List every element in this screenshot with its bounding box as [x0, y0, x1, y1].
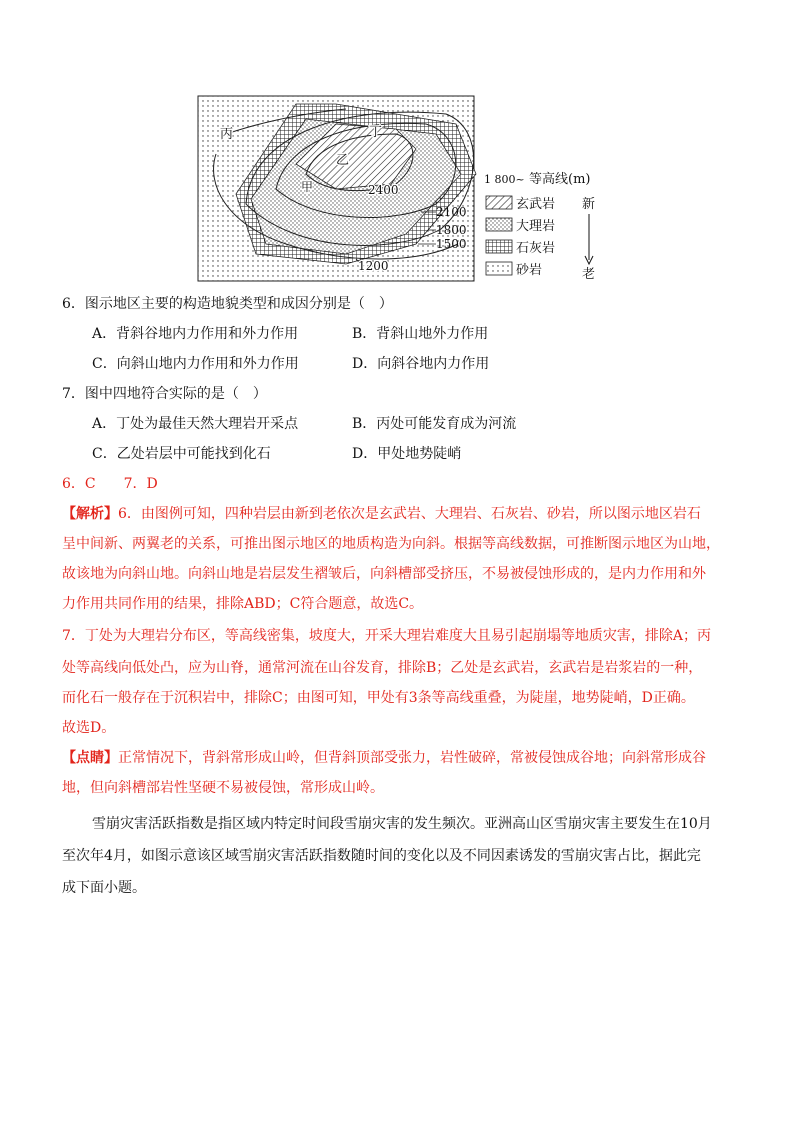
analysis-line-5: 7．丁处为大理岩分布区，等高线密集，坡度大，开采大理岩难度大且易引起崩塌等地质灾害，排除A；丙 [62, 628, 712, 644]
answer-line [62, 474, 158, 494]
question-6-option-b: B．背斜山地外力作用 [352, 326, 489, 342]
legend-contour-sample: 1 800~ [484, 173, 525, 186]
label-jia: 甲 [301, 180, 314, 194]
question-7-option-c: C．乙处岩层中可能找到化石 [92, 446, 271, 462]
contour-2100: 2100 [436, 205, 467, 219]
legend-basalt-label: 玄武岩 [516, 197, 556, 212]
comment-line-1: 【点睛】正常情况下，背斜常形成山岭，但背斜顶部受张力，岩性破碎，常被侵蚀成谷地；向斜常形成谷 [62, 750, 706, 766]
analysis-line-8: 故选D。 [62, 720, 116, 736]
label-yi: 乙 [336, 153, 350, 168]
contour-1500: 1500 [436, 237, 467, 251]
answer-7: 7．D [123, 476, 158, 492]
legend-limestone-label: 石灰岩 [516, 241, 556, 256]
analysis-tag: 【解析】 [62, 506, 118, 522]
question-6-stem: 6．图示地区主要的构造地貌类型和成因分别是（ ） [62, 296, 393, 312]
legend-basalt-swatch [486, 196, 512, 209]
question-7-option-b: B．丙处可能发育成为河流 [352, 416, 517, 432]
label-bing: 丙 [220, 127, 234, 142]
analysis-line-1: 【解析】6．由图例可知，四种岩层由新到老依次是玄武岩、大理岩、石灰岩、砂岩，所以图示地区岩石 [62, 506, 701, 522]
contour-2400: 2400 [368, 183, 399, 197]
question-7-option-a: A．丁处为最佳天然大理岩开采点 [92, 416, 299, 432]
question-6-option-c: C．向斜山地内力作用和外力作用 [92, 356, 299, 372]
contour-1800: 1800 [436, 223, 467, 237]
legend-limestone-swatch [486, 240, 512, 253]
geologic-map-figure [196, 94, 606, 284]
analysis-line-2: 呈中间新、两翼老的关系，可推出图示地区的地质构造为向斜。根据等高线数据，可推断图示地区为山地， [62, 536, 720, 552]
label-ding: 丁 [369, 125, 383, 140]
comment-line-2: 地，但向斜槽部岩性坚硬不易被侵蚀，常形成山岭。 [62, 780, 384, 796]
intro-line-1: 雪崩灾害活跃指数是指区域内特定时间段雪崩灾害的发生频次。亚洲高山区雪崩灾害主要发生在10月 [92, 816, 712, 832]
legend-contour-label: 等高线(m) [529, 172, 591, 187]
question-6-option-d: D．向斜谷地内力作用 [352, 356, 490, 372]
legend-old-label: 老 [582, 267, 596, 282]
legend-marble-label: 大理岩 [516, 219, 556, 234]
intro-line-2: 至次年4月，如图示意该区域雪崩灾害活跃指数随时间的变化以及不同因素诱发的雪崩灾害占比，据此完 [62, 848, 701, 864]
analysis-line-6: 处等高线向低处凸，应为山脊，通常河流在山谷发育，排除B；乙处是玄武岩，玄武岩是岩浆岩的一种， [62, 660, 703, 676]
legend-sandstone-swatch [486, 262, 512, 275]
analysis-line-3: 故该地为向斜山地。向斜山地是岩层发生褶皱后，向斜槽部受挤压，不易被侵蚀形成的，是内力作用和外 [62, 566, 706, 582]
legend-new-label: 新 [582, 197, 596, 212]
comment-tag: 【点睛】 [62, 750, 118, 766]
intro-line-3: 成下面小题。 [62, 880, 146, 896]
question-7-stem: 7．图中四地符合实际的是（ ） [62, 386, 267, 402]
question-7-option-d: D．甲处地势陡峭 [352, 446, 462, 462]
legend-marble-swatch [486, 218, 512, 231]
question-6-option-a: A．背斜谷地内力作用和外力作用 [92, 326, 299, 342]
answer-6: 6．C [62, 476, 96, 492]
legend-sandstone-label: 砂岩 [516, 263, 543, 278]
analysis-line-4: 力作用共同作用的结果，排除ABD；C符合题意，故选C。 [62, 596, 424, 612]
contour-1200: 1200 [358, 259, 389, 273]
analysis-line-7: 而化石一般存在于沉积岩中，排除C；由图可知，甲处有3条等高线重叠，为陡崖，地势陡峭，D正确。 [62, 690, 695, 706]
